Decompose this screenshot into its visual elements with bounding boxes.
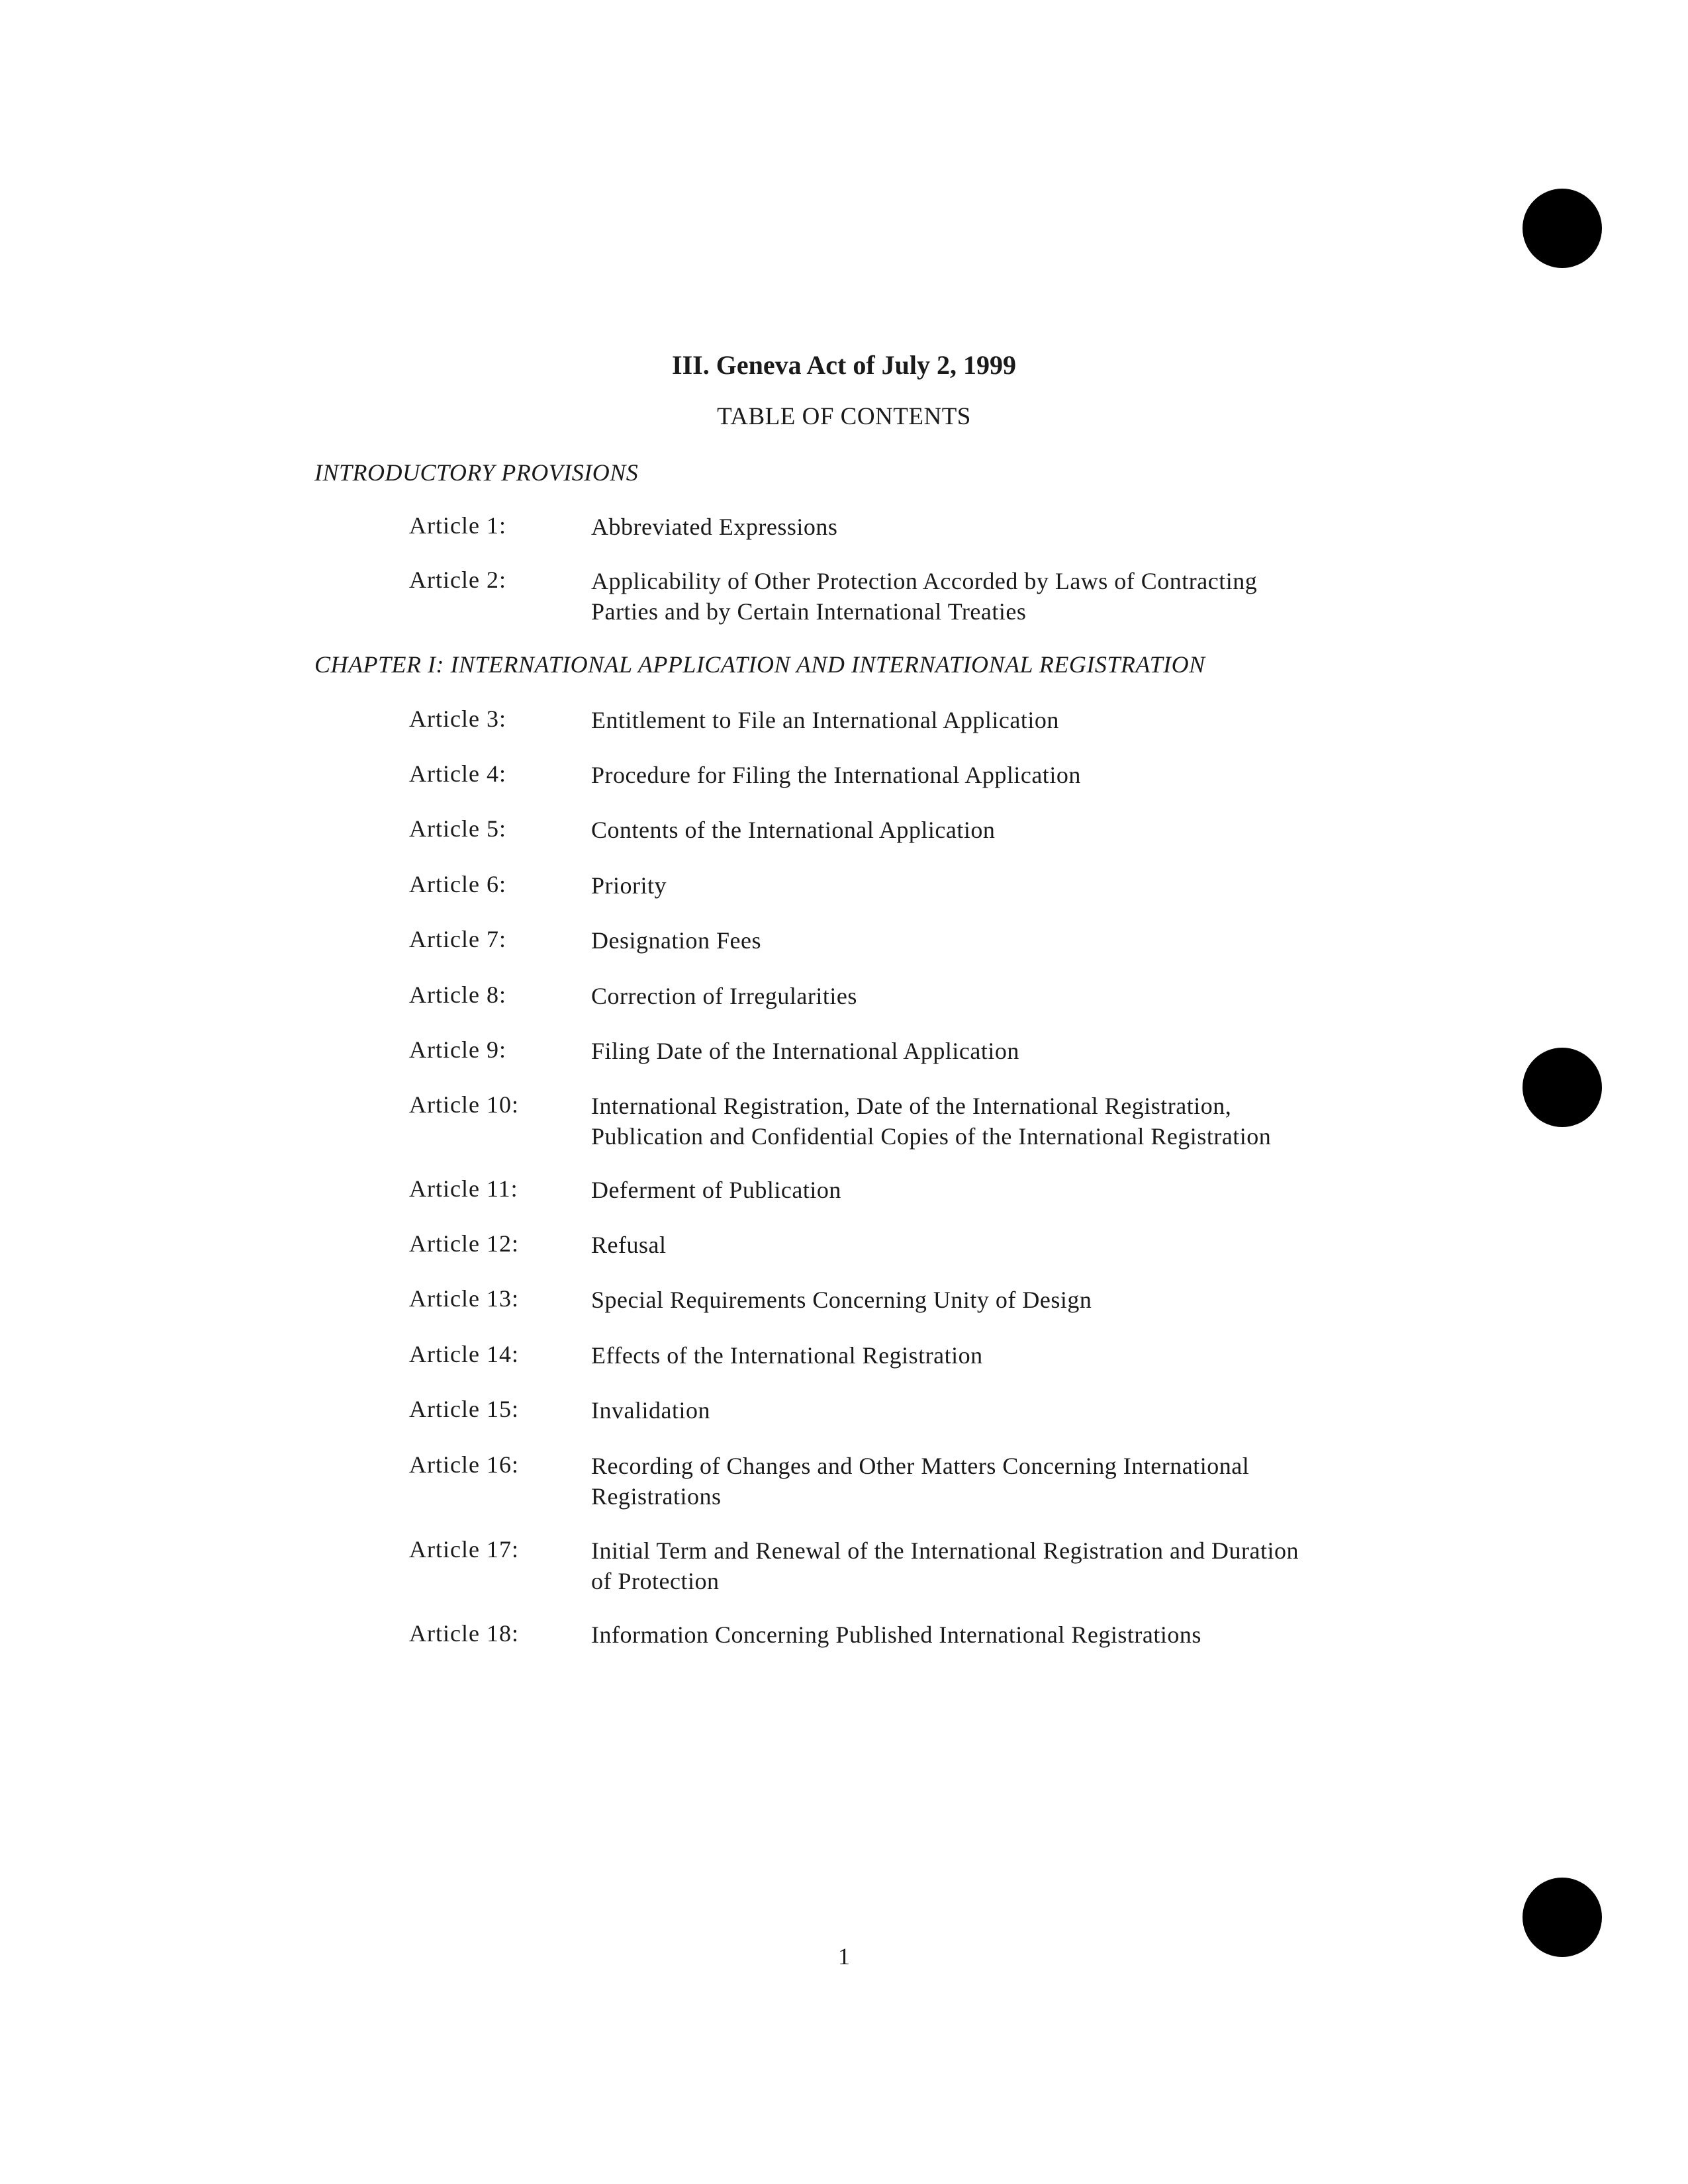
article-label: Article 11: xyxy=(409,1175,518,1202)
section-heading-chapter-1: CHAPTER I: INTERNATIONAL APPLICATION AND INTERNATIONAL REGISTRATION xyxy=(314,651,1205,678)
article-label: Article 2: xyxy=(409,567,506,593)
article-label: Article 6: xyxy=(409,871,506,897)
section-heading-introductory-provisions: INTRODUCTORY PROVISIONS xyxy=(314,459,639,486)
article-title: Designation Fees xyxy=(591,927,761,954)
article-label: Article 14: xyxy=(409,1341,519,1367)
article-title: Effects of the International Registration xyxy=(591,1342,983,1369)
punch-hole-top xyxy=(1523,189,1602,268)
article-label: Article 3: xyxy=(409,705,506,732)
article-title: Refusal xyxy=(591,1232,667,1258)
article-title: International Registration, Date of the International Registration, Publication and Confidential Copies of the International Registration xyxy=(591,1093,1272,1150)
article-title: Contents of the International Application xyxy=(591,817,996,843)
article-label: Article 9: xyxy=(409,1036,506,1063)
article-label: Article 4: xyxy=(409,760,506,787)
article-label: Article 16: xyxy=(409,1451,519,1478)
punch-hole-middle xyxy=(1523,1048,1602,1127)
article-title: Procedure for Filing the International Application xyxy=(591,762,1081,788)
article-title: Abbreviated Expressions xyxy=(591,514,838,540)
article-title: Applicability of Other Protection Accorded by Laws of Contracting Parties and by Certain International Treaties xyxy=(591,568,1258,625)
table-of-contents-heading: TABLE OF CONTENTS xyxy=(717,403,971,430)
article-label: Article 13: xyxy=(409,1285,519,1312)
article-title: Information Concerning Published International Registrations xyxy=(591,1621,1201,1648)
article-label: Article 17: xyxy=(409,1536,519,1563)
article-title: Correction of Irregularities xyxy=(591,983,857,1009)
article-title: Entitlement to File an International Application xyxy=(591,707,1059,733)
article-title: Recording of Changes and Other Matters Concerning International Registrations xyxy=(591,1453,1250,1510)
article-label: Article 8: xyxy=(409,981,506,1008)
article-label: Article 15: xyxy=(409,1396,519,1422)
article-title: Initial Term and Renewal of the International Registration and Duration of Protection xyxy=(591,1537,1299,1594)
article-label: Article 5: xyxy=(409,815,506,842)
article-label: Article 12: xyxy=(409,1230,519,1257)
article-title: Special Requirements Concerning Unity of Design xyxy=(591,1287,1092,1313)
article-title: Invalidation xyxy=(591,1397,710,1424)
article-label: Article 7: xyxy=(409,926,506,952)
article-label: Article 18: xyxy=(409,1620,519,1647)
article-title: Priority xyxy=(591,872,667,899)
article-title: Filing Date of the International Application xyxy=(591,1038,1019,1064)
document-title: III. Geneva Act of July 2, 1999 xyxy=(672,350,1016,380)
page-number: 1 xyxy=(838,1943,850,1970)
article-label: Article 1: xyxy=(409,512,506,539)
article-label: Article 10: xyxy=(409,1091,519,1118)
article-title: Deferment of Publication xyxy=(591,1177,841,1203)
